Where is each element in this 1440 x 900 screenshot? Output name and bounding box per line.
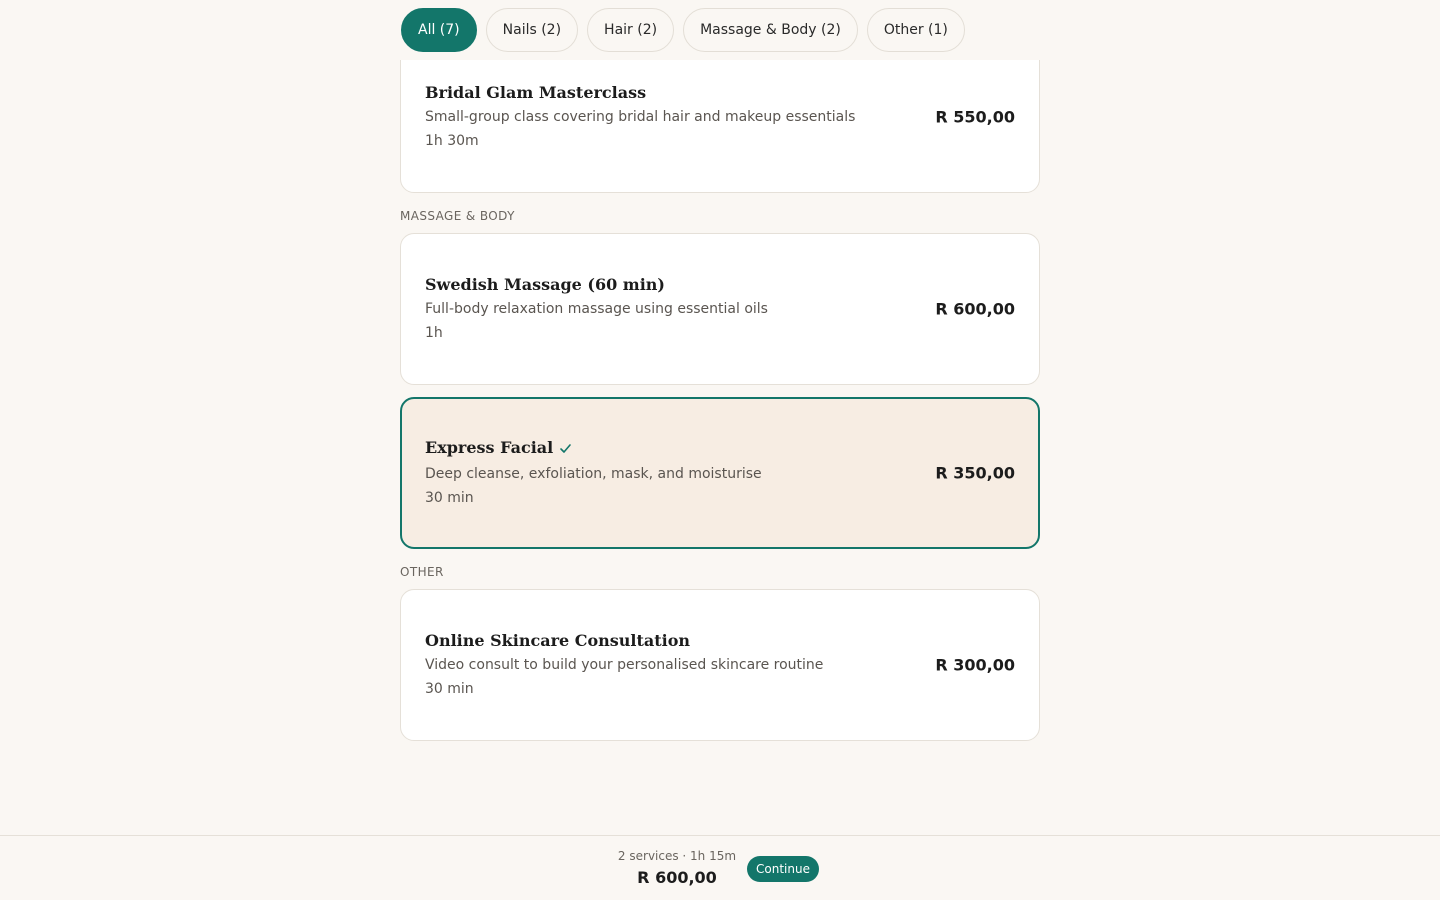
- service-duration: 1h 30m: [425, 133, 479, 149]
- summary-total: R 600,00: [637, 868, 717, 887]
- filter-chip-other[interactable]: Other (1): [867, 8, 965, 52]
- section-label-massage-body: MASSAGE & BODY: [400, 209, 515, 223]
- booking-summary: [617, 848, 737, 890]
- service-price: R 350,00: [935, 463, 1015, 483]
- service-description: Video consult to build your personalised skincare routine: [425, 657, 824, 673]
- service-price: R 600,00: [935, 299, 1015, 319]
- service-duration: 1h: [425, 325, 443, 341]
- service-name: Swedish Massage (60 min): [425, 275, 665, 294]
- service-name-row: [425, 436, 762, 462]
- service-description: Small-group class covering bridal hair and makeup essentials: [425, 109, 856, 125]
- summary-meta: 2 services · 1h 15m: [617, 849, 737, 863]
- service-duration: 30 min: [425, 681, 474, 697]
- service-card-express-facial[interactable]: [400, 397, 1040, 549]
- service-info: [425, 42, 855, 192]
- filter-chip-hair[interactable]: Hair (2): [587, 8, 674, 52]
- booking-summary-bar: [0, 835, 1440, 900]
- service-info: [425, 399, 762, 547]
- continue-button[interactable]: Continue: [747, 856, 819, 882]
- service-card-swedish-massage[interactable]: [400, 233, 1040, 385]
- service-card-bridal-glam[interactable]: [400, 41, 1040, 193]
- service-card-online-skincare[interactable]: [400, 589, 1040, 741]
- service-description: Deep cleanse, exfoliation, mask, and moisturise: [425, 466, 762, 482]
- service-duration: 30 min: [425, 490, 474, 506]
- service-info: [425, 590, 823, 740]
- section-label-other: OTHER: [400, 565, 444, 579]
- service-name: Express Facial: [425, 438, 554, 457]
- filter-chips: [401, 8, 965, 52]
- service-name: Bridal Glam Masterclass: [425, 83, 647, 102]
- category-filter-bar: [0, 0, 1440, 60]
- service-info: [425, 234, 768, 384]
- service-price: R 550,00: [935, 107, 1015, 127]
- filter-chip-nails[interactable]: Nails (2): [486, 8, 578, 52]
- filter-chip-massage-body[interactable]: Massage & Body (2): [683, 8, 858, 52]
- filter-chip-all[interactable]: All (7): [401, 8, 477, 52]
- check-icon: [559, 438, 572, 462]
- service-description: Full-body relaxation massage using essential oils: [425, 301, 768, 317]
- service-price: R 300,00: [935, 655, 1015, 675]
- service-name: Online Skincare Consultation: [425, 631, 691, 650]
